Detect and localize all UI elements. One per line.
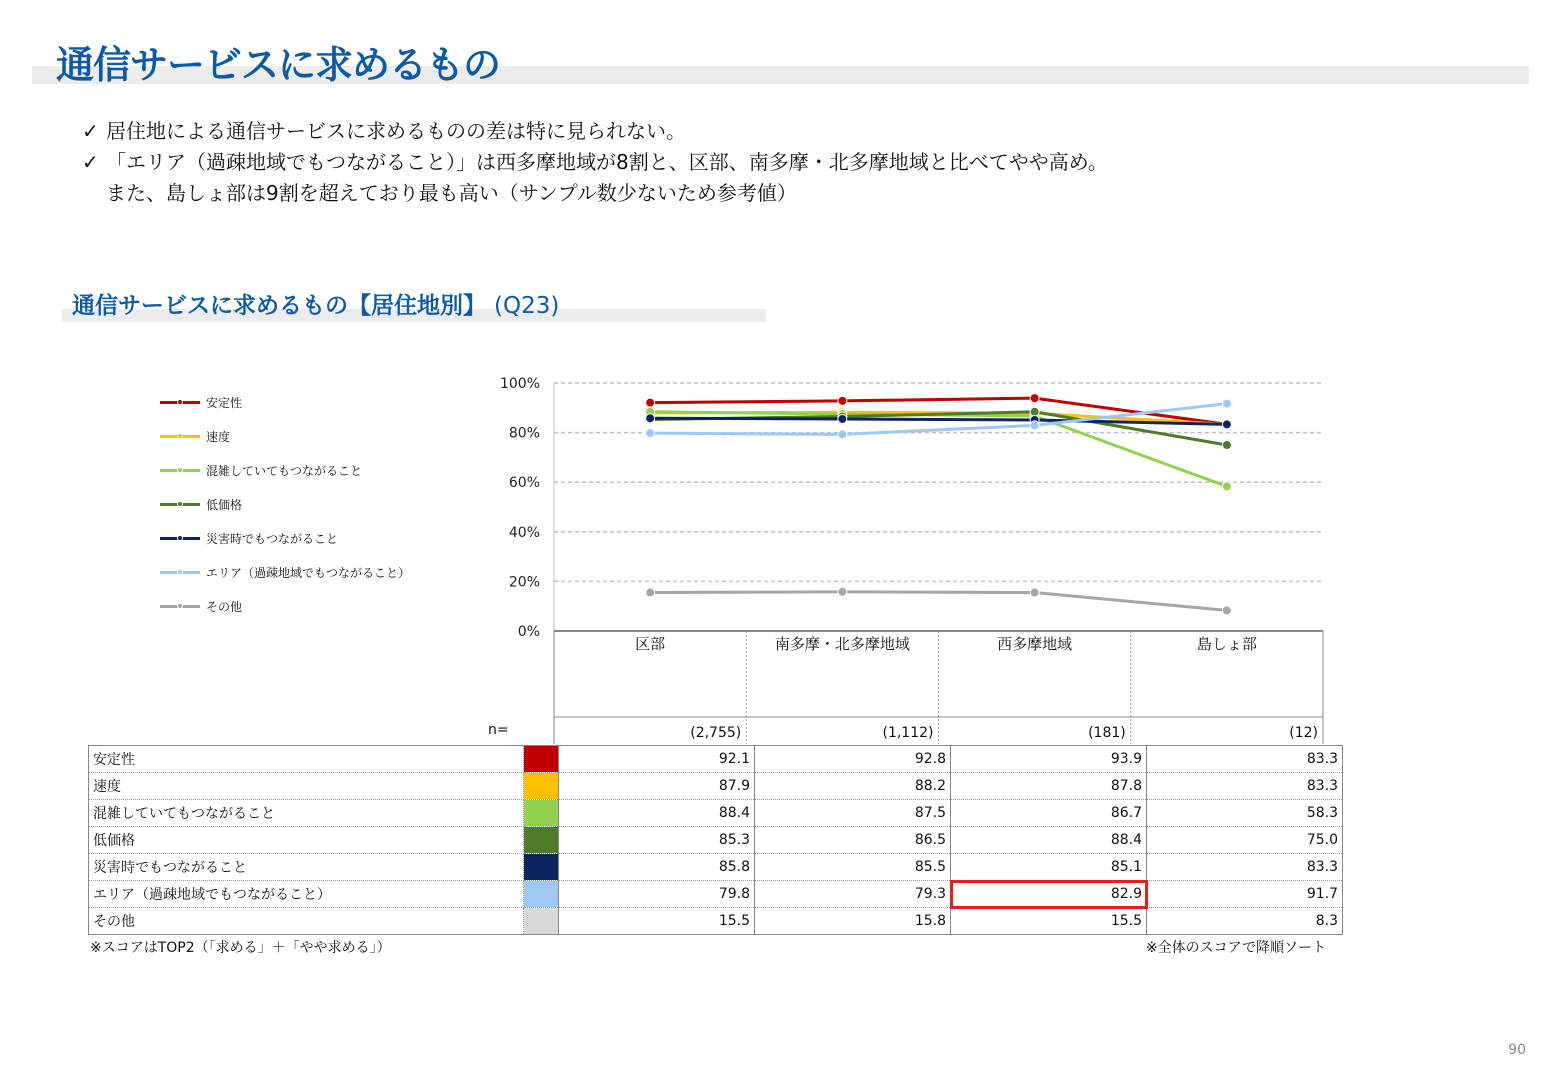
check-icon: ✓ <box>82 150 99 174</box>
y-tick-label: 0% <box>517 624 540 640</box>
highlighted-value-cell: 82.9 <box>951 881 1147 908</box>
x-category-label: 西多摩地域 <box>997 635 1073 653</box>
value-cell: 83.3 <box>1147 854 1343 881</box>
table-row <box>89 908 1343 935</box>
y-tick-label: 60% <box>508 475 540 492</box>
value-cell: 8.3 <box>1147 908 1343 935</box>
data-point <box>838 396 847 405</box>
series-line <box>650 592 1227 611</box>
data-point <box>646 588 655 597</box>
data-point <box>1030 421 1039 430</box>
value-cell: 87.9 <box>559 773 755 800</box>
color-swatch <box>524 908 558 934</box>
value-cell: 86.7 <box>951 800 1147 827</box>
data-point <box>1030 588 1039 597</box>
check-icon: ✓ <box>82 119 99 143</box>
legend-label: 混雑していてもつながること <box>206 463 363 478</box>
row-color-swatch <box>524 800 559 827</box>
data-point <box>646 414 655 423</box>
page-title: 通信サービスに求めるもの <box>56 43 501 87</box>
color-swatch <box>524 773 558 799</box>
table-row <box>89 773 1343 800</box>
table-row <box>89 881 1343 908</box>
value-cell: 15.8 <box>755 908 951 935</box>
value-cell: 58.3 <box>1147 800 1343 827</box>
row-color-swatch <box>524 773 559 800</box>
row-color-swatch <box>524 908 559 935</box>
data-point <box>1030 407 1039 416</box>
data-table <box>88 745 1343 935</box>
color-swatch <box>524 827 558 853</box>
value-cell: 15.5 <box>559 908 755 935</box>
value-cell: 85.1 <box>951 854 1147 881</box>
data-point <box>838 587 847 596</box>
value-cell: 85.8 <box>559 854 755 881</box>
row-color-swatch <box>524 827 559 854</box>
value-cell: 79.3 <box>755 881 951 908</box>
section-title-main: 通信サービスに求めるもの【居住地別】 <box>72 293 486 319</box>
data-point <box>1222 399 1231 408</box>
table-row <box>89 854 1343 881</box>
data-point <box>838 414 847 423</box>
sort-note: ※全体のスコアで降順ソート <box>1145 940 1326 956</box>
value-cell: 91.7 <box>1147 881 1343 908</box>
bullet-text: 「エリア（過疎地域でもつながること）」は西多摩地域が8割と、区部、南多摩・北多摩地域と比べてやや高め。 <box>106 150 1108 174</box>
row-color-swatch <box>524 746 559 773</box>
data-point <box>1222 482 1231 491</box>
color-swatch <box>524 800 558 826</box>
value-cell: 87.5 <box>755 800 951 827</box>
data-point <box>1222 441 1231 450</box>
legend-label: 安定性 <box>206 395 243 410</box>
sample-size-value: (181) <box>1088 725 1126 741</box>
value-cell: 75.0 <box>1147 827 1343 854</box>
row-label: 安定性 <box>89 746 524 773</box>
table-row <box>89 800 1343 827</box>
value-cell: 92.1 <box>559 746 755 773</box>
value-cell: 88.4 <box>951 827 1147 854</box>
data-point <box>646 429 655 438</box>
data-point <box>1222 606 1231 615</box>
data-point <box>1222 420 1231 429</box>
table-row <box>89 746 1343 773</box>
bullet-text: 居住地による通信サービスに求めるものの差は特に見られない。 <box>106 119 686 143</box>
value-cell: 88.2 <box>755 773 951 800</box>
legend-label: 低価格 <box>206 497 243 512</box>
value-cell: 83.3 <box>1147 746 1343 773</box>
data-point <box>1030 394 1039 403</box>
y-tick-label: 80% <box>508 425 540 442</box>
row-label: 混雑していてもつながること <box>89 800 524 827</box>
data-point <box>646 398 655 407</box>
value-cell: 88.4 <box>559 800 755 827</box>
value-cell: 85.3 <box>559 827 755 854</box>
y-tick-label: 20% <box>508 574 540 591</box>
color-swatch <box>524 746 558 772</box>
row-color-swatch <box>524 854 559 881</box>
row-label: エリア（過疎地域でもつながること） <box>89 881 524 908</box>
value-cell: 15.5 <box>951 908 1147 935</box>
value-cell: 86.5 <box>755 827 951 854</box>
value-cell: 79.8 <box>559 881 755 908</box>
value-cell: 85.5 <box>755 854 951 881</box>
row-label: その他 <box>89 908 524 935</box>
value-cell: 83.3 <box>1147 773 1343 800</box>
sample-size-value: (2,755) <box>690 725 742 741</box>
value-cell: 93.9 <box>951 746 1147 773</box>
x-category-label: 南多摩・北多摩地域 <box>774 635 910 653</box>
legend-label: その他 <box>206 599 243 614</box>
section-question-code: (Q23) <box>494 293 560 319</box>
sample-size-value: (12) <box>1289 725 1318 741</box>
page-number: 90 <box>1508 1042 1526 1058</box>
legend-label: エリア（過疎地域でもつながること） <box>206 565 411 580</box>
row-label: 低価格 <box>89 827 524 854</box>
y-tick-label: 100% <box>499 376 540 392</box>
sample-size-value: (1,112) <box>882 725 934 741</box>
color-swatch <box>524 881 558 907</box>
row-label: 速度 <box>89 773 524 800</box>
legend-label: 速度 <box>206 429 231 444</box>
row-color-swatch <box>524 881 559 908</box>
value-cell: 87.8 <box>951 773 1147 800</box>
legend-label: 災害時でもつながること <box>206 531 339 546</box>
table-row <box>89 827 1343 854</box>
score-note: ※スコアはTOP2（「求める」＋「やや求める」） <box>90 940 391 956</box>
x-category-label: 島しょ部 <box>1196 635 1257 653</box>
y-tick-label: 40% <box>508 524 540 541</box>
data-point <box>838 430 847 439</box>
sample-size-label: n= <box>488 722 509 738</box>
x-category-label: 区部 <box>635 635 666 653</box>
color-swatch <box>524 854 558 880</box>
value-cell: 92.8 <box>755 746 951 773</box>
bullet-text-continued: また、島しょ部は9割を超えており最も高い（サンプル数少ないため参考値） <box>106 181 797 205</box>
row-label: 災害時でもつながること <box>89 854 524 881</box>
